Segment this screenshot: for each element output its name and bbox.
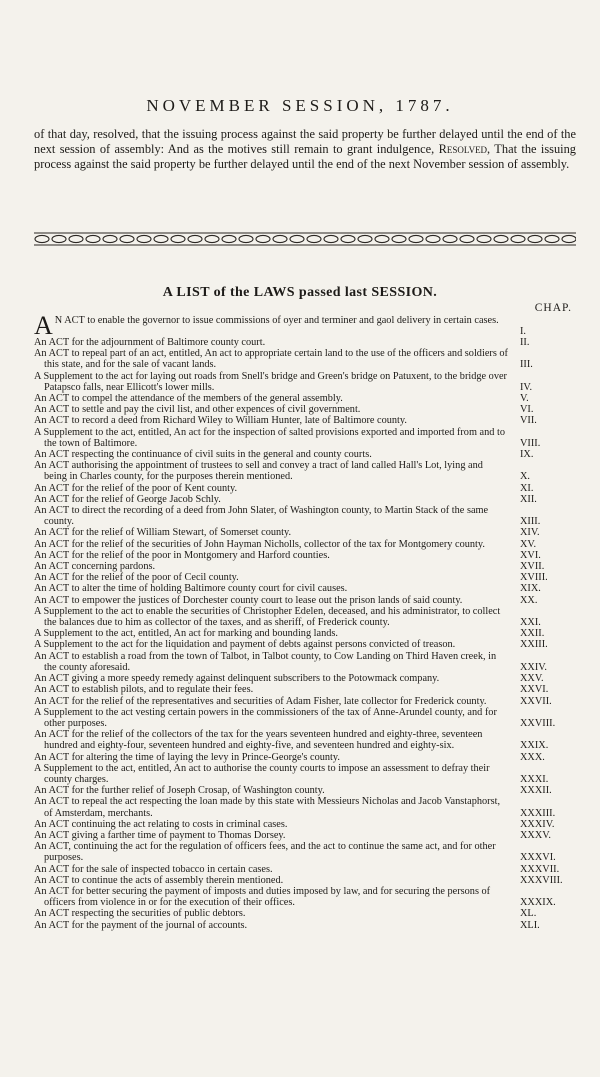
- law-entry-text: An ACT for the relief of the securities of John Hayman Nicholls, collector of the tax for Montgomery county.: [34, 538, 485, 550]
- law-entry-text: An ACT for better securing the payment of imposts and duties imposed by law, and for securing the persons of officers from violence in or for the execution of their offices.: [34, 885, 491, 909]
- law-entry: [34, 595, 578, 606]
- law-chapter-number: XIX.: [520, 583, 541, 595]
- law-entry: [34, 371, 578, 393]
- ornament-link: [137, 235, 151, 242]
- law-entry-text: An ACT for the sale of inspected tobacco in certain cases.: [34, 863, 273, 875]
- ornament-link: [494, 235, 508, 242]
- law-chapter-number: XIV.: [520, 527, 540, 539]
- law-entry: [34, 572, 578, 583]
- law-entry: [34, 494, 578, 505]
- law-entry: [34, 449, 578, 460]
- law-entry-text: An ACT to alter the time of holding Baltimore county court for civil causes.: [34, 583, 348, 595]
- law-entry: [34, 673, 578, 684]
- law-entry: [34, 864, 578, 875]
- law-entry: [34, 337, 578, 348]
- law-chapter-number: XXIV.: [520, 661, 547, 673]
- law-entry: [34, 785, 578, 796]
- law-entry-text: An ACT giving a more speedy remedy against delinquent subscribers to the Potowmack company.: [34, 673, 440, 685]
- ornament-link: [120, 235, 134, 242]
- law-entry-text: An ACT, continuing the act for the regulation of officers fees, and the act to continue the same act, and for other purposes.: [34, 841, 496, 864]
- law-entry: [34, 628, 578, 639]
- law-entry-text: An ACT to establish a road from the town of Talbot, in Talbot county, to Cow Landing on Third Haven creek, in the county aforesaid.: [34, 650, 497, 673]
- law-chapter-number: XXXVI.: [520, 852, 556, 864]
- law-entry-text: An ACT to compel the attendance of the members of the general assembly.: [34, 393, 343, 405]
- law-entry-text: A Supplement to the act for the liquidation and payment of debts against persons convicted of treason.: [34, 639, 456, 651]
- law-chapter-number: XXII.: [520, 628, 545, 640]
- continued-text-2: That the issuing process against the said property be further delayed until the end of the next November session of assembly.: [34, 142, 576, 172]
- law-entry: [34, 886, 578, 908]
- ornament-link: [477, 235, 491, 242]
- ornament-link: [443, 235, 457, 242]
- ornament-link: [545, 235, 559, 242]
- law-chapter-number: VI.: [520, 404, 534, 416]
- ornamental-divider: [34, 230, 576, 248]
- law-entry: [34, 684, 578, 695]
- chap-column-label: CHAP.: [534, 302, 572, 314]
- ornament-link: [511, 235, 525, 242]
- law-entry: [34, 404, 578, 415]
- ornament-link: [52, 235, 66, 242]
- ornament-link: [460, 235, 474, 242]
- law-chapter-number: XXXII.: [520, 785, 552, 797]
- ornament-link: [307, 235, 321, 242]
- law-chapter-number: III.: [520, 359, 533, 371]
- law-chapter-number: XXVII.: [520, 695, 552, 707]
- law-entry-text: An ACT to record a deed from Richard Wiley to William Hunter, late of Baltimore county.: [34, 415, 407, 427]
- law-chapter-number: X.: [520, 471, 531, 483]
- law-chapter-number: XLI.: [520, 919, 540, 931]
- ornament-link: [256, 235, 270, 242]
- law-entry: [34, 763, 578, 785]
- law-chapter-number: XXXV.: [520, 829, 551, 841]
- law-entry: [34, 819, 578, 830]
- law-chapter-number: XXXIV.: [520, 818, 555, 830]
- ornament-link: [562, 235, 576, 242]
- law-entry: [34, 539, 578, 550]
- law-chapter-number: IX.: [520, 449, 534, 461]
- law-entry: [34, 606, 578, 628]
- law-chapter-number: II.: [520, 337, 530, 348]
- drop-initial: A: [34, 311, 53, 340]
- law-entry-text: A Supplement to the act, entitled, An act to authorise the county courts to impose an assessment to defray their county charges.: [34, 762, 490, 785]
- law-entry-text: An ACT to establish pilots, and to regulate their fees.: [34, 684, 254, 696]
- resolved-word: Resolved,: [438, 142, 491, 157]
- law-entry-text: An ACT to direct the recording of a deed from John Slater, of Washington county, to Martin Stack of the same county.: [34, 505, 489, 528]
- ornament-link: [341, 235, 355, 242]
- law-chapter-number: XXIX.: [520, 740, 549, 752]
- law-entry: [34, 707, 578, 729]
- law-entry-text: An ACT continuing the act relating to costs in criminal cases.: [34, 818, 288, 830]
- law-entry-text: A Supplement to the act, entitled, An act for marking and bounding lands.: [34, 628, 338, 640]
- law-chapter-number: IV.: [520, 381, 533, 393]
- law-entry-text: An ACT respecting the continuance of civil suits in the general and county courts.: [34, 449, 372, 461]
- law-chapter-number: XII.: [520, 493, 537, 505]
- law-chapter-number: XXI.: [520, 617, 541, 629]
- ornament-link: [239, 235, 253, 242]
- ornament-link: [392, 235, 406, 242]
- ornament-link: [426, 235, 440, 242]
- law-entry: [34, 920, 578, 931]
- law-entry-text: An ACT for the relief of the poor of Cecil county.: [34, 572, 239, 584]
- ornament-link: [409, 235, 423, 242]
- law-chapter-number: VII.: [520, 415, 537, 427]
- law-chapter-number: XI.: [520, 482, 534, 494]
- ornament-link: [324, 235, 338, 242]
- law-entry-text: A Supplement to the act to enable the securities of Christopher Edelen, deceased, and his administrator, to collect the balances due to him as collector of the taxes, and as sheriff, of Frederick county.: [34, 605, 501, 629]
- law-entry-text: A Supplement to the act vesting certain powers in the commissioners of the tax of Anne-Arundel county, and for other purposes.: [34, 706, 497, 729]
- ornament-link: [358, 235, 372, 242]
- law-entry: [34, 796, 578, 818]
- law-entry-text: An ACT for the relief of the representatives and securities of Adam Fisher, late collector for Frederick county.: [34, 695, 487, 707]
- ornament-link: [69, 235, 83, 242]
- law-entry-first: [34, 311, 578, 340]
- ornament-link: [290, 235, 304, 242]
- law-entry-text: An ACT for altering the time of laying the levy in Prince-George's county.: [34, 751, 340, 763]
- law-chapter-number: XXVI.: [520, 684, 549, 696]
- law-entry: [34, 505, 578, 527]
- law-entry: [34, 348, 578, 370]
- law-entry: [34, 527, 578, 538]
- law-entry: [34, 483, 578, 494]
- ornament-link: [188, 235, 202, 242]
- continued-text-1: of that day, resolved, that the issuing process against the said property be further delayed until the end of the next session of assembly: And as the motives still remain to grant indulgence,: [34, 127, 576, 157]
- law-entry-text: An ACT for the relief of the poor of Kent county.: [34, 482, 238, 494]
- law-entry-text: An ACT for the payment of the journal of accounts.: [34, 919, 248, 931]
- law-entry: [34, 752, 578, 763]
- law-chapter-number: XXXI.: [520, 773, 549, 785]
- law-entry-text: An ACT for the relief of George Jacob Schly.: [34, 493, 221, 505]
- page-header: NOVEMBER SESSION, 1787.: [146, 96, 454, 115]
- ornament-link: [273, 235, 287, 242]
- list-title: A LIST of the LAWS passed last SESSION.: [162, 285, 438, 300]
- law-entry: [34, 415, 578, 426]
- law-chapter-number: XXXVIII.: [520, 874, 563, 886]
- law-chapter-number: XX.: [520, 594, 538, 606]
- law-entry: [34, 583, 578, 594]
- law-chapter-number: VIII.: [520, 437, 541, 449]
- law-entry-text: An ACT for the adjournment of Baltimore county court.: [34, 337, 266, 348]
- law-entry: [34, 830, 578, 841]
- ornament-link: [154, 235, 168, 242]
- law-entry-text: An ACT for the further relief of Joseph Crosap, of Washington county.: [34, 785, 325, 797]
- law-entries: [34, 337, 578, 931]
- law-chapter-number: XVII.: [520, 561, 545, 573]
- law-entry: [34, 561, 578, 572]
- law-entry-text: An ACT concerning pardons.: [34, 561, 156, 573]
- law-chapter-number: XXXIX.: [520, 897, 556, 909]
- law-chapter-number: I.: [520, 325, 527, 337]
- law-entry: [34, 550, 578, 561]
- law-entry-text: A Supplement to the act, entitled, An act for the inspection of salted provisions exported and imported from and to the town of Baltimore.: [34, 426, 505, 449]
- law-entry: [34, 651, 578, 673]
- law-entry-text: An ACT to continue the acts of assembly therein mentioned.: [34, 874, 284, 886]
- law-entry-text: An ACT for the relief of the poor in Montgomery and Harford counties.: [34, 549, 330, 561]
- law-entry-text: An ACT to settle and pay the civil list, and other expences of civil government.: [34, 404, 361, 416]
- law-entry-text: An ACT to repeal the act respecting the loan made by this state with Messieurs Nicholas and Jacob Vanstaphorst, of Amsterdam, merchants.: [34, 796, 501, 819]
- law-entry: [34, 427, 578, 449]
- law-entry: [34, 875, 578, 886]
- law-entry-text: N ACT to enable the governor to issue commissions of oyer and terminer and gaol delivery in certain cases.: [54, 315, 499, 326]
- law-chapter-number: XXXIII.: [520, 807, 556, 819]
- law-entry: [34, 696, 578, 707]
- law-entry: [34, 639, 578, 650]
- law-entry: [34, 460, 578, 482]
- law-entry-text: An ACT giving a farther time of payment to Thomas Dorsey.: [34, 829, 286, 841]
- law-entry: [34, 908, 578, 919]
- law-chapter-number: XXIII.: [520, 639, 548, 651]
- law-chapter-number: XL.: [520, 908, 537, 920]
- law-chapter-number: XIII.: [520, 516, 541, 528]
- law-chapter-number: XXVIII.: [520, 717, 556, 729]
- law-chapter-number: XXX.: [520, 751, 545, 763]
- law-chapter-number: V.: [520, 393, 529, 405]
- law-entry-text: An ACT to empower the justices of Dorchester county court to lease out the prison lands of said county.: [34, 594, 463, 606]
- law-chapter-number: XXV.: [520, 673, 544, 685]
- laws-list: [34, 311, 578, 931]
- ornament-link: [86, 235, 100, 242]
- continued-paragraph: [34, 127, 576, 173]
- law-entry-text: An ACT respecting the securities of public debtors.: [34, 908, 246, 920]
- law-entry: [34, 841, 578, 863]
- ornament-link: [35, 235, 49, 242]
- law-entry: [34, 729, 578, 751]
- ornament-link: [375, 235, 389, 242]
- law-entry: [34, 393, 578, 404]
- ornament-link: [171, 235, 185, 242]
- law-entry-text: An ACT for the relief of the collectors of the tax for the years seventeen hundred and eighty-three, seventeen hundred and eighty-four, seventeen hundred and eighty-five, and seventeen hundred and eighty-six.: [34, 729, 483, 752]
- law-chapter-number: XVIII.: [520, 572, 548, 584]
- law-chapter-number: XV.: [520, 538, 537, 550]
- law-chapter-number: XXXVII.: [520, 863, 560, 875]
- ornament-link: [205, 235, 219, 242]
- law-entry-text: An ACT authorising the appointment of trustees to sell and convey a tract of land called Hall's Lot, lying and being in Charles county, for the purposes therein mentioned.: [34, 460, 483, 483]
- law-entry-text: An ACT for the relief of William Stewart, of Somerset county.: [34, 527, 292, 539]
- law-chapter-number: XVI.: [520, 549, 541, 561]
- law-entry-text: A Supplement to the act for laying out roads from Snell's bridge and Green's bridge on Patuxent, to the bridge over Patapsco falls, near Ellicott's lower mills.: [34, 370, 507, 393]
- law-entry-text: An ACT to repeal part of an act, entitled, An act to appropriate certain land to the use of the officers and soldiers of this state, and for the sale of vacant lands.: [34, 348, 508, 371]
- ornament-link: [528, 235, 542, 242]
- ornament-link: [103, 235, 117, 242]
- ornament-link: [222, 235, 236, 242]
